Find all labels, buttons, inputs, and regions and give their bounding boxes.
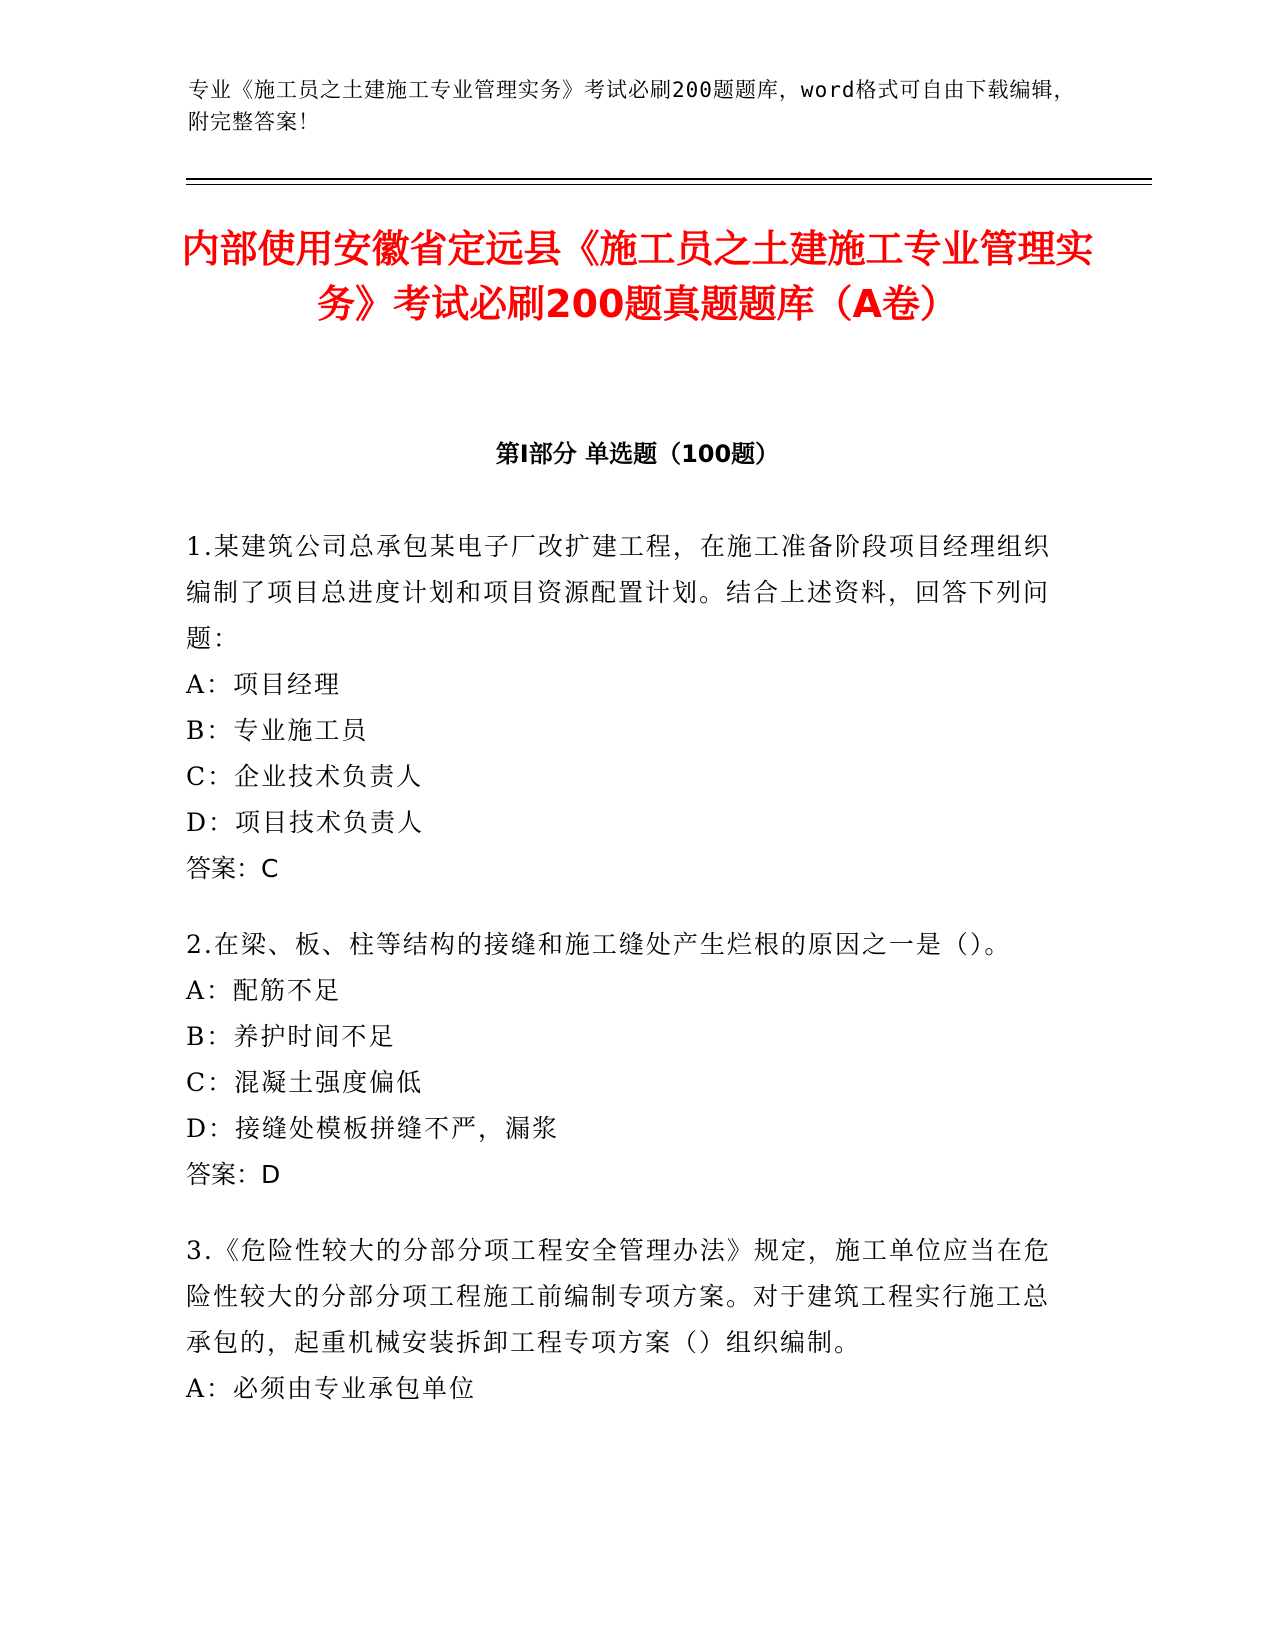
option-c: C：混凝土强度偏低 <box>186 1068 424 1097</box>
question-1 <box>186 524 1066 892</box>
question-list <box>186 524 1066 1442</box>
option-b: B：专业施工员 <box>186 716 369 745</box>
answer: 答案：D <box>186 1160 281 1189</box>
answer: 答案：C <box>186 854 279 883</box>
option-d: D：项目技术负责人 <box>186 808 425 837</box>
question-stem: 3.《危险性较大的分部分项工程安全管理办法》规定，施工单位应当在危险性较大的分部分项工程施工前编制专项方案。对于建筑工程实行施工总承包的，起重机械安装拆卸工程专项方案（）组织编制。 <box>186 1236 1051 1357</box>
question-2 <box>186 922 1066 1198</box>
option-a: A：必须由专业承包单位 <box>186 1374 477 1403</box>
option-c: C：企业技术负责人 <box>186 762 424 791</box>
option-a: A：项目经理 <box>186 670 342 699</box>
option-d: D：接缝处模板拼缝不严，漏浆 <box>186 1114 560 1143</box>
question-3 <box>186 1228 1066 1412</box>
header-rule-thick <box>186 178 1152 180</box>
header-note: 专业《施工员之土建施工专业管理实务》考试必刷200题题库，word格式可自由下载编辑，附完整答案！ <box>188 78 1076 134</box>
question-stem: 1.某建筑公司总承包某电子厂改扩建工程，在施工准备阶段项目经理组织编制了项目总进度计划和项目资源配置计划。结合上述资料，回答下列问题： <box>186 532 1051 653</box>
question-stem: 2.在梁、板、柱等结构的接缝和施工缝处产生烂根的原因之一是（）。 <box>186 930 1012 959</box>
header-rule-thin <box>186 184 1152 185</box>
document-title: 内部使用安徽省定远县《施工员之土建施工专业管理实务》考试必刷200题真题题库（A卷） <box>181 227 1094 326</box>
option-a: A：配筋不足 <box>186 976 342 1005</box>
option-b: B：养护时间不足 <box>186 1022 396 1051</box>
section-title: 第Ⅰ部分 单选题（100题） <box>495 440 780 468</box>
